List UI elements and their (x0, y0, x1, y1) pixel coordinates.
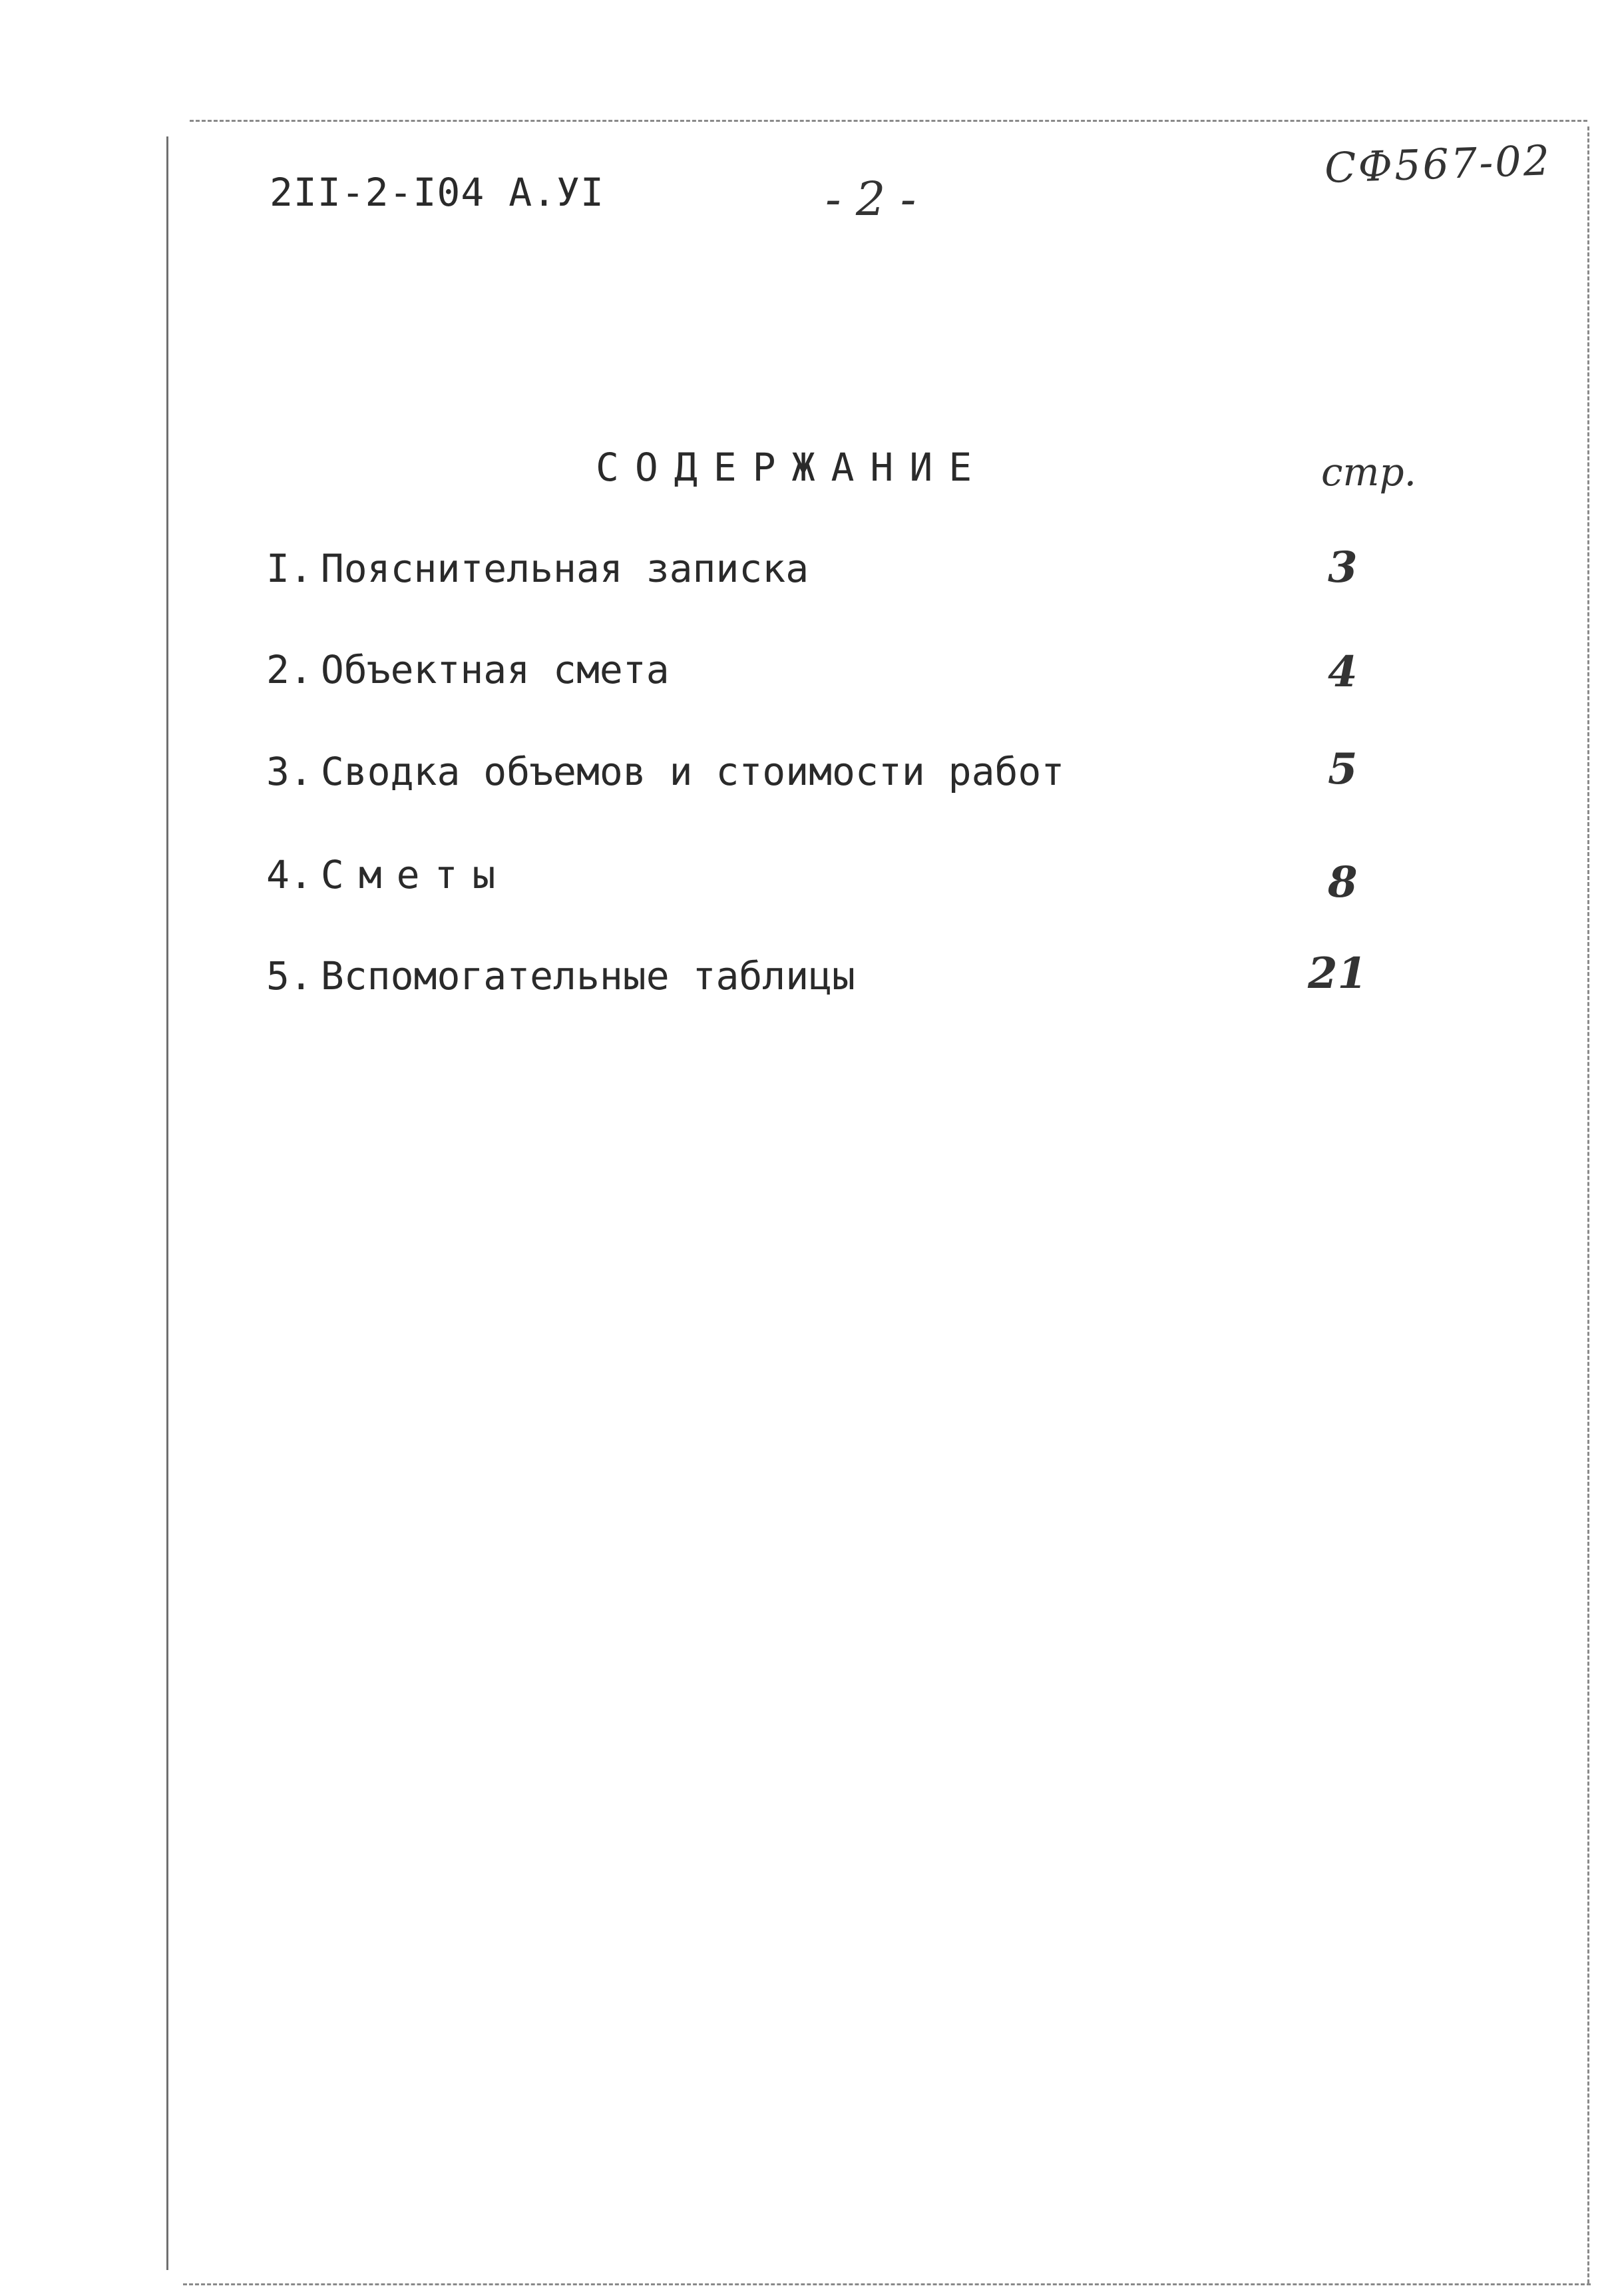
toc-item-page: 8 (1328, 857, 1358, 907)
page-number: - 2 - (825, 172, 916, 226)
toc-item (266, 953, 855, 999)
frame-bottom-border (183, 2283, 1591, 2285)
toc-item (266, 546, 809, 591)
toc-item (266, 852, 510, 897)
page-column-label: стр. (1321, 449, 1417, 495)
toc-item-number: I. (266, 546, 313, 591)
toc-item-number: 2. (266, 647, 313, 692)
toc-item-number: 4. (266, 852, 313, 897)
toc-item-page: 4 (1328, 647, 1358, 697)
toc-item-text: Сметы (320, 852, 510, 897)
frame-left-border (166, 136, 168, 2270)
toc-item-text: Объектная смета (320, 647, 670, 692)
frame-right-border (1587, 126, 1589, 2283)
toc-item (266, 647, 670, 692)
toc-item-page: 5 (1328, 744, 1358, 794)
frame-top-border (190, 120, 1587, 122)
toc-item-number: 5. (266, 953, 313, 999)
toc-item-number: 3. (266, 749, 313, 794)
toc-item-page: 21 (1308, 949, 1368, 999)
toc-item-text: Пояснительная записка (320, 546, 809, 591)
toc-item-text: Вспомогательные таблицы (320, 953, 855, 999)
document-code: 2II-2-I04 А.УI (270, 170, 604, 215)
toc-item-text: Сводка объемов и стоимости работ (320, 749, 1065, 794)
toc-item (266, 749, 1064, 794)
toc-item-page: 3 (1328, 543, 1358, 592)
handwritten-stamp-number: СФ567-02 (1323, 136, 1553, 192)
toc-title: СОДЕРЖАНИЕ (596, 445, 988, 490)
